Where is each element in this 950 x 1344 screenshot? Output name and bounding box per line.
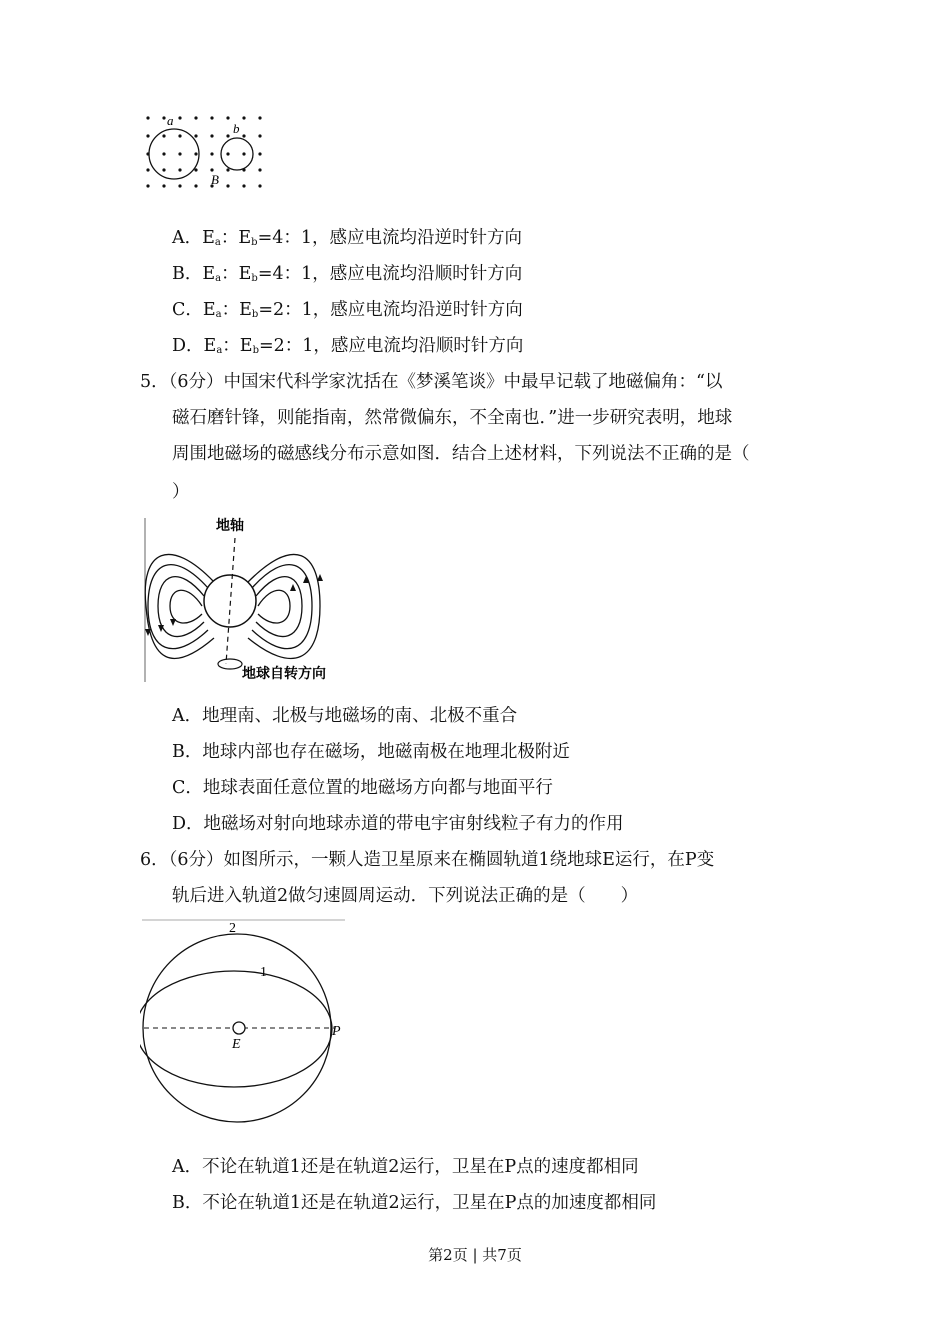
q5-stem-line-4: ） (172, 482, 190, 502)
q6-option-b[interactable]: B．不论在轨道1还是在轨道2运行，卫星在P点的加速度都相同 (172, 1193, 657, 1213)
field-dot (178, 168, 181, 171)
q6-option-a[interactable]: A．不论在轨道1还是在轨道2运行，卫星在P点的速度都相同 (172, 1157, 639, 1177)
q6-stem-line-2: 轨后进入轨道2做匀速圆周运动．下列说法正确的是（ ） (172, 886, 639, 906)
q5-option-a[interactable]: A．地理南、北极与地磁场的南、北极不重合 (172, 706, 518, 726)
label-orbit-2: 2 (229, 921, 236, 936)
field-dot (242, 134, 245, 137)
q4-option-b[interactable]: B．$E_a$：$E_b=4$：1，感应电流均沿顺时针方向 (172, 264, 523, 284)
field-dot (162, 116, 165, 119)
label-b: b (233, 121, 240, 136)
field-dot (178, 184, 181, 187)
q5-option-c[interactable]: C．地球表面任意位置的地磁场方向都与地面平行 (172, 778, 553, 798)
field-dot (146, 116, 149, 119)
field-dot (226, 184, 229, 187)
field-dot (162, 134, 165, 137)
q5-figure (140, 514, 350, 686)
field-dot (146, 168, 149, 171)
field-dot (242, 152, 245, 155)
field-dot (178, 116, 181, 119)
field-dot (162, 152, 165, 155)
field-dot (226, 116, 229, 119)
field-dot (226, 152, 229, 155)
field-dot (258, 168, 261, 171)
loop-a (149, 129, 199, 179)
loop-b (221, 138, 253, 170)
q4-figure (140, 110, 270, 195)
label-orbit-1: 1 (260, 965, 267, 980)
label-B: B (211, 172, 219, 187)
q5-option-b[interactable]: B．地球内部也存在磁场，地磁南极在地理北极附近 (172, 742, 570, 762)
q6-figure (140, 916, 350, 1136)
field-dot (162, 168, 165, 171)
field-dot (146, 134, 149, 137)
q5-stem-line-2: 磁石磨针锋，则能指南，然常微偏东，不全南也．”进一步研究表明，地球 (172, 408, 733, 428)
field-dot (242, 116, 245, 119)
q4-option-c[interactable]: C．$E_a$：$E_b=2$：1，感应电流均沿逆时针方向 (172, 300, 523, 320)
field-dot (194, 152, 197, 155)
label-P: P (332, 1024, 341, 1039)
field-dot (210, 152, 213, 155)
axis-label: 地轴 (216, 518, 244, 534)
q4-option-d[interactable]: D．$E_a$：$E_b=2$：1，感应电流均沿顺时针方向 (172, 336, 524, 356)
q5-stem-line-1: 5．（6分）中国宋代科学家沈括在《梦溪笔谈》中最早记载了地磁偏角：“以 (140, 372, 723, 392)
field-dot (226, 168, 229, 171)
field-dot (258, 116, 261, 119)
rotation-ellipse (218, 659, 242, 669)
field-dot (194, 116, 197, 119)
q4-option-a[interactable]: A．$E_a$：$E_b=4$：1，感应电流均沿逆时针方向 (172, 228, 523, 248)
field-dot (242, 184, 245, 187)
label-a: a (167, 113, 174, 128)
field-dot (210, 116, 213, 119)
field-dot (146, 184, 149, 187)
q5-stem-line-3: 周围地磁场的磁感线分布示意如图．结合上述材料，下列说法不正确的是（ (172, 444, 750, 464)
page-footer: 第2页 | 共7页 (428, 1246, 522, 1264)
earth-E (233, 1022, 245, 1034)
field-dot (194, 134, 197, 137)
field-dot (258, 184, 261, 187)
field-dot (226, 134, 229, 137)
label-E: E (232, 1037, 241, 1052)
field-dot (194, 184, 197, 187)
rotation-label: 地球自转方向 (242, 666, 326, 682)
field-dot (178, 152, 181, 155)
q6-stem-line-1: 6．（6分）如图所示，一颗人造卫星原来在椭圆轨道1绕地球E运行，在P变 (140, 850, 715, 870)
field-dot (178, 134, 181, 137)
field-dot (210, 134, 213, 137)
q5-option-d[interactable]: D．地磁场对射向地球赤道的带电宇宙射线粒子有力的作用 (172, 814, 624, 834)
field-dot (258, 152, 261, 155)
field-dot (162, 184, 165, 187)
field-dot (258, 134, 261, 137)
